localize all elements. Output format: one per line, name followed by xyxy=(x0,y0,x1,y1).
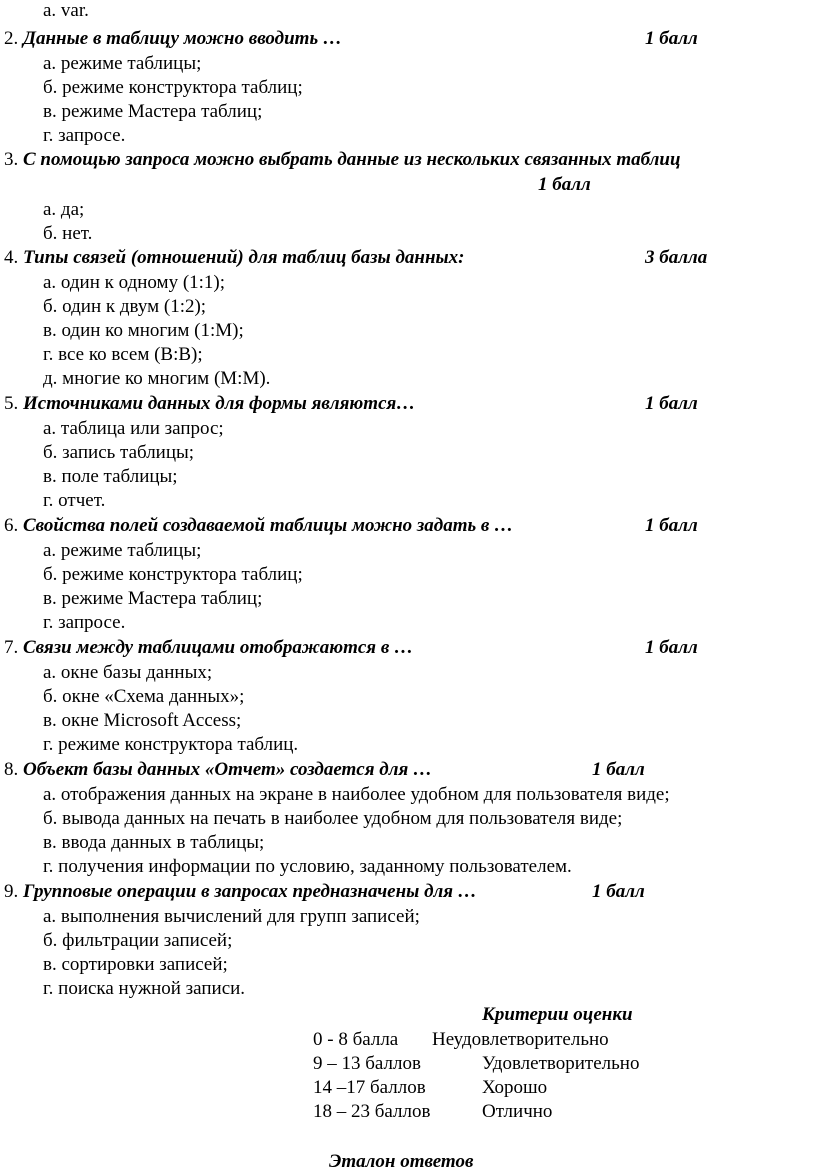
question-6 xyxy=(4,515,513,537)
question-5 xyxy=(4,393,415,415)
q3-option-a: а. да; xyxy=(43,199,85,220)
q4-option-b: б. один к двум (1:2); xyxy=(43,296,207,317)
q4-option-a: а. один к одному (1:1); xyxy=(43,272,226,293)
question-number: 5. xyxy=(4,393,19,414)
q5-option-a: а. таблица или запрос; xyxy=(43,418,224,439)
criteria-grade: Отлично xyxy=(482,1101,553,1122)
q7-option-a: а. окне базы данных; xyxy=(43,662,213,683)
question-8-score: 1 балл xyxy=(592,759,645,780)
q8-option-d: г. получения информации по условию, заданному пользователем. xyxy=(43,856,572,877)
question-4 xyxy=(4,247,465,269)
criteria-range: 18 – 23 баллов xyxy=(313,1101,431,1122)
q9-option-b: б. фильтрации записей; xyxy=(43,930,233,951)
q8-option-a: а. отображения данных на экране в наиболее удобном для пользователя виде; xyxy=(43,784,670,805)
q3-option-b: б. нет. xyxy=(43,223,93,244)
question-text: Свойства полей создаваемой таблицы можно задать в … xyxy=(23,515,514,536)
question-2 xyxy=(4,28,342,50)
q4-option-c: в. один ко многим (1:М); xyxy=(43,320,244,341)
q2-option-c: в. режиме Мастера таблиц; xyxy=(43,101,263,122)
q9-option-d: г. поиска нужной записи. xyxy=(43,978,246,999)
q6-option-d: г. запросе. xyxy=(43,612,126,633)
question-2-score: 1 балл xyxy=(645,28,698,49)
q2-option-d: г. запросе. xyxy=(43,125,126,146)
question-text: Типы связей (отношений) для таблиц базы данных: xyxy=(23,247,465,268)
q8-option-b: б. вывода данных на печать в наиболее удобном для пользователя виде; xyxy=(43,808,623,829)
question-9 xyxy=(4,881,477,903)
criteria-range: 14 –17 баллов xyxy=(313,1077,426,1098)
q4-option-d: г. все ко всем (В:В); xyxy=(43,344,203,365)
q5-option-d: г. отчет. xyxy=(43,490,106,511)
q7-option-c: в. окне Microsoft Access; xyxy=(43,710,242,731)
question-3 xyxy=(4,149,681,171)
q2-option-b: б. режиме конструктора таблиц; xyxy=(43,77,303,98)
criteria-grade: Удовлетворительно xyxy=(482,1053,640,1074)
question-text: Групповые операции в запросах предназначены для … xyxy=(23,881,477,902)
q5-option-c: в. поле таблицы; xyxy=(43,466,178,487)
q6-option-b: б. режиме конструктора таблиц; xyxy=(43,564,303,585)
question-number: 9. xyxy=(4,881,19,902)
question-text: С помощью запроса можно выбрать данные из нескольких связанных таблиц xyxy=(23,149,681,170)
question-number: 3. xyxy=(4,149,19,170)
question-3-score: 1 балл xyxy=(538,174,591,195)
criteria-range: 0 - 8 балла xyxy=(313,1029,399,1050)
question-9-score: 1 балл xyxy=(592,881,645,902)
q6-option-a: а. режиме таблицы; xyxy=(43,540,202,561)
question-text: Связи между таблицами отображаются в … xyxy=(23,637,414,658)
criteria-grade: Неудовлетворительно xyxy=(432,1029,609,1050)
question-number: 7. xyxy=(4,637,19,658)
question-6-score: 1 балл xyxy=(645,515,698,536)
answers-title: Эталон ответов xyxy=(329,1151,474,1172)
criteria-range: 9 – 13 баллов xyxy=(313,1053,421,1074)
question-number: 4. xyxy=(4,247,19,268)
question-number: 2. xyxy=(4,28,19,49)
q9-option-a: а. выполнения вычислений для групп записей; xyxy=(43,906,420,927)
question-7-score: 1 балл xyxy=(645,637,698,658)
q8-option-c: в. ввода данных в таблицы; xyxy=(43,832,265,853)
criteria-grade: Хорошо xyxy=(482,1077,548,1098)
question-text: Объект базы данных «Отчет» создается для … xyxy=(23,759,432,780)
q7-option-b: б. окне «Схема данных»; xyxy=(43,686,245,707)
question-number: 6. xyxy=(4,515,19,536)
criteria-title: Критерии оценки xyxy=(482,1004,633,1025)
question-8 xyxy=(4,759,432,781)
q9-option-c: в. сортировки записей; xyxy=(43,954,228,975)
q4-option-e: д. многие ко многим (М:М). xyxy=(43,368,271,389)
question-number: 8. xyxy=(4,759,19,780)
q5-option-b: б. запись таблицы; xyxy=(43,442,195,463)
q2-option-a: а. режиме таблицы; xyxy=(43,53,202,74)
q6-option-c: в. режиме Мастера таблиц; xyxy=(43,588,263,609)
q1-option-a: а. var. xyxy=(43,0,89,21)
q7-option-d: г. режиме конструктора таблиц. xyxy=(43,734,299,755)
question-4-score: 3 балла xyxy=(645,247,708,268)
question-5-score: 1 балл xyxy=(645,393,698,414)
question-text: Данные в таблицу можно вводить … xyxy=(23,28,342,49)
question-text: Источниками данных для формы являются… xyxy=(23,393,416,414)
question-7 xyxy=(4,637,413,659)
